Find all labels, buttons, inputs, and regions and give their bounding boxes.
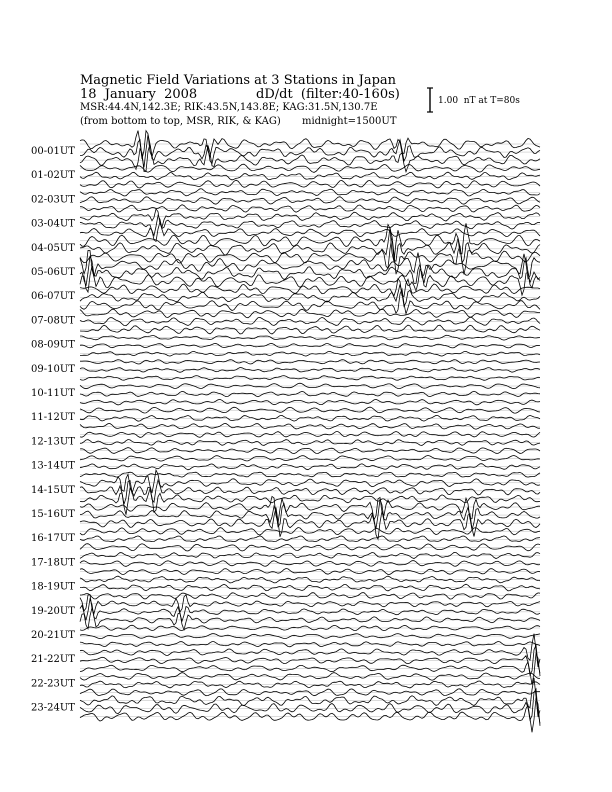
hour-label: 05-06UT bbox=[31, 267, 75, 278]
hour-label: 22-23UT bbox=[31, 678, 75, 690]
hour-label: 16-17UT bbox=[31, 533, 75, 545]
hour-label: 08-09UT bbox=[31, 339, 75, 351]
stations-label: MSR:44.4N,142.3E; RIK:43.5N,143.8E; KAG:31.5N,130.7E bbox=[80, 102, 378, 113]
hour-label: 00-01UT bbox=[31, 146, 75, 157]
trace-msr bbox=[80, 698, 540, 733]
filter-label: dD/dt (filter:40-160s) bbox=[256, 87, 400, 102]
hour-label: 13-14UT bbox=[31, 460, 75, 472]
hour-label: 19-20UT bbox=[31, 605, 75, 617]
trace-msr bbox=[80, 289, 540, 314]
hour-label: 15-16UT bbox=[31, 509, 75, 520]
trace-rik bbox=[80, 536, 540, 542]
chart-date: 18 January 2008 bbox=[80, 87, 198, 102]
hour-label: 01-02UT bbox=[31, 170, 75, 182]
scale-label: 1.00 nT at T=80s bbox=[438, 96, 520, 106]
trace-rik bbox=[80, 172, 540, 180]
hour-label: 11-12UT bbox=[31, 412, 75, 424]
trace-rik bbox=[80, 689, 540, 723]
chart-title: Magnetic Field Variations at 3 Stations in Japan bbox=[80, 73, 397, 88]
trace-kag bbox=[80, 131, 540, 159]
midnight-label: midnight=1500UT bbox=[302, 116, 397, 127]
trace-rik bbox=[80, 499, 540, 530]
trace-msr bbox=[80, 180, 540, 188]
trace-kag bbox=[80, 209, 540, 227]
trace-kag bbox=[80, 470, 540, 493]
hour-label: 14-15UT bbox=[31, 484, 75, 496]
trace-rik bbox=[80, 256, 540, 286]
trace-order-label: (from bottom to top, MSR, RIK, & KAG) bbox=[80, 116, 281, 127]
trace-rik bbox=[80, 645, 540, 675]
trace-kag bbox=[80, 634, 540, 667]
hour-label: 03-04UT bbox=[31, 218, 75, 230]
hour-label: 04-05UT bbox=[31, 242, 75, 254]
hour-label: 09-10UT bbox=[31, 363, 75, 375]
trace-rik bbox=[80, 284, 540, 306]
hour-label: 06-07UT bbox=[31, 291, 75, 303]
trace-rik bbox=[80, 368, 540, 373]
hour-label: 02-03UT bbox=[31, 194, 75, 206]
hour-label: 18-19UT bbox=[31, 581, 75, 593]
hour-label: 12-13UT bbox=[31, 436, 75, 448]
hour-label: 17-18UT bbox=[31, 557, 75, 569]
hour-label: 21-22UT bbox=[31, 654, 75, 666]
hour-label: 10-11UT bbox=[31, 388, 75, 399]
trace-kag bbox=[80, 279, 540, 297]
hour-label: 07-08UT bbox=[31, 315, 75, 327]
trace-msr bbox=[80, 266, 540, 295]
hour-label: 20-21UT bbox=[31, 630, 75, 641]
trace-msr bbox=[80, 689, 540, 696]
hour-label: 23-24UT bbox=[31, 702, 75, 714]
trace-kag bbox=[80, 456, 540, 462]
trace-rik bbox=[80, 216, 540, 236]
